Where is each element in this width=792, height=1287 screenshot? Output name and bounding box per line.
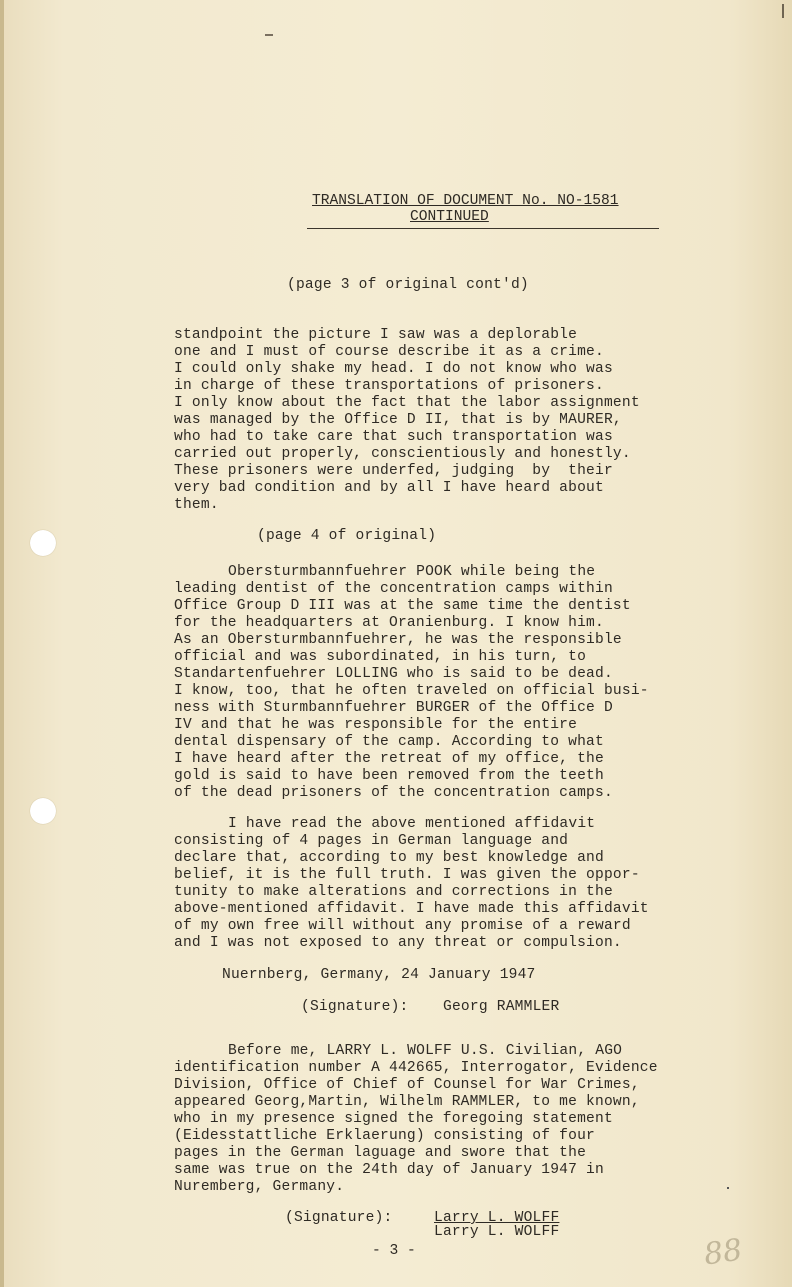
text-line: above-mentioned affidavit. I have made this affidavit [174, 901, 649, 917]
signature-label: (Signature): [285, 1210, 393, 1226]
text-line: belief, it is the full truth. I was given the oppor- [174, 867, 640, 883]
text-line: Obersturmbannfuehrer POOK while being the [228, 564, 596, 580]
text-line: very bad condition and by all I have heard about [174, 480, 604, 496]
text-line: declare that, according to my best knowledge and [174, 850, 604, 866]
text-line: consisting of 4 pages in German language and [174, 833, 569, 849]
signature-name: Georg RAMMLER [443, 999, 560, 1015]
text-line: who in my presence signed the foregoing statement [174, 1111, 613, 1127]
text-line: standpoint the picture I saw was a deplorable [174, 327, 578, 343]
text-line: Nuremberg, Germany. [174, 1179, 345, 1195]
text-line: Office Group D III was at the same time the dentist [174, 598, 631, 614]
text-line: As an Obersturmbannfuehrer, he was the responsible [174, 632, 622, 648]
stray-mark [782, 4, 784, 18]
text-line: for the headquarters at Oranienburg. I know him. [174, 615, 604, 631]
signature-label: (Signature): [301, 999, 409, 1015]
text-line: I have heard after the retreat of my office, the [174, 751, 604, 767]
text-line: Division, Office of Chief of Counsel for War Crimes, [174, 1077, 640, 1093]
text-line: was managed by the Office D II, that is by MAURER, [174, 412, 622, 428]
text-line: ness with Sturmbannfuehrer BURGER of the Office D [174, 700, 613, 716]
page-edge [0, 0, 4, 1287]
stray-mark [265, 34, 273, 36]
text-line: tunity to make alterations and corrections in the [174, 884, 613, 900]
stray-mark [727, 1187, 729, 1189]
text-line: identification number A 442665, Interrogator, Evidence [174, 1060, 658, 1076]
punch-hole [30, 798, 56, 824]
text-line: carried out properly, conscientiously and honestly. [174, 446, 631, 462]
text-line: I could only shake my head. I do not know who was [174, 361, 613, 377]
text-line: in charge of these transportations of prisoners. [174, 378, 604, 394]
text-line: I know, too, that he often traveled on official busi- [174, 683, 649, 699]
text-line: dental dispensary of the camp. According to what [174, 734, 604, 750]
text-line: pages in the German laguage and swore that the [174, 1145, 587, 1161]
place-date: Nuernberg, Germany, 24 January 1947 [222, 967, 536, 983]
page-marker: (page 4 of original) [257, 528, 437, 544]
punch-hole [30, 530, 56, 556]
text-line: appeared Georg,Martin, Wilhelm RAMMLER, to me known, [174, 1094, 640, 1110]
text-line: I only know about the fact that the labor assignment [174, 395, 640, 411]
text-line: one and I must of course describe it as a crime. [174, 344, 604, 360]
pencil-annotation: 88 [701, 1232, 745, 1273]
text-line: These prisoners were underfed, judging by their [174, 463, 613, 479]
text-line: official and was subordinated, in his turn, to [174, 649, 587, 665]
text-line: and I was not exposed to any threat or compulsion. [174, 935, 622, 951]
document-title: TRANSLATION OF DOCUMENT No. NO-1581 [312, 193, 619, 209]
text-line: (Eidesstattliche Erklaerung) consisting of four [174, 1128, 596, 1144]
page-number: - 3 - [372, 1243, 416, 1259]
text-line: gold is said to have been removed from the teeth [174, 768, 604, 784]
text-line: them. [174, 497, 219, 513]
page-marker: (page 3 of original cont'd) [287, 277, 529, 293]
text-line: Before me, LARRY L. WOLFF U.S. Civilian, AGO [228, 1043, 623, 1059]
text-line: of my own free will without any promise of a reward [174, 918, 631, 934]
text-line: IV and that he was responsible for the entire [174, 717, 578, 733]
text-line: who had to take care that such transportation was [174, 429, 613, 445]
signature-name: Larry L. WOLFF [434, 1210, 560, 1226]
text-line: Standartenfuehrer LOLLING who is said to be dead. [174, 666, 613, 682]
title-rule [307, 228, 659, 229]
text-line: same was true on the 24th day of January 1947 in [174, 1162, 604, 1178]
text-line: leading dentist of the concentration camps within [174, 581, 613, 597]
document-subtitle: CONTINUED [410, 209, 489, 225]
signature-name-typed: Larry L. WOLFF [434, 1224, 560, 1240]
text-line: of the dead prisoners of the concentration camps. [174, 785, 613, 801]
text-line: I have read the above mentioned affidavit [228, 816, 596, 832]
